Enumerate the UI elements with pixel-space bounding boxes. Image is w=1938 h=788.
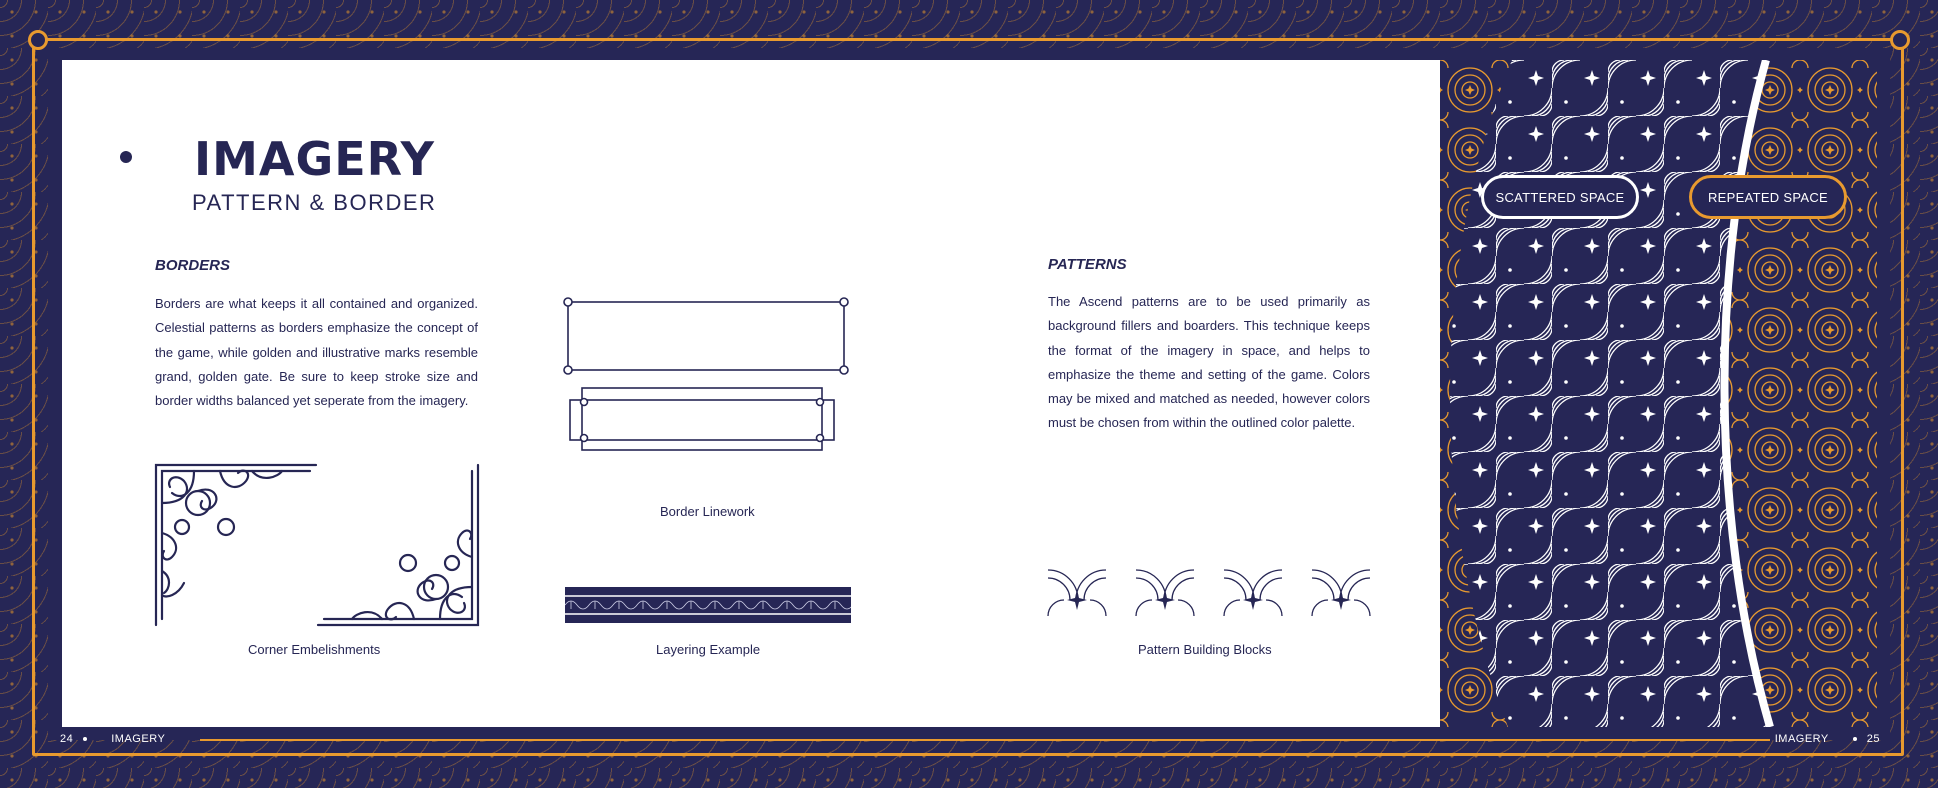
page-footer xyxy=(48,728,1890,752)
crescent-moon-icon xyxy=(98,146,138,168)
footer-left xyxy=(60,733,165,745)
patterns-heading: PATTERNS xyxy=(1048,256,1127,273)
page-subtitle: PATTERN & BORDER xyxy=(192,190,437,215)
corner-caption: Corner Embelishments xyxy=(248,642,381,657)
pattern-showcase xyxy=(1440,60,1877,727)
gold-corner-curl xyxy=(28,30,48,50)
footer-right xyxy=(1775,733,1880,745)
left-page-number: 24 xyxy=(60,733,74,745)
scattered-space-label: SCATTERED SPACE xyxy=(1481,175,1639,219)
building-blocks-caption: Pattern Building Blocks xyxy=(1138,642,1272,657)
borders-paragraph: Borders are what keeps it all contained and organized. Celestial patterns as borders emphasize the concept of the game, while golden and illustrative marks resemble grand, golden gate. Be sure to keep stroke size and border widths balanced yet seperate from the imagery. xyxy=(155,296,478,409)
layering-example-strip xyxy=(565,587,851,623)
right-section-label: IMAGERY xyxy=(1774,733,1829,745)
repeated-space-label: REPEATED SPACE xyxy=(1689,175,1847,219)
filigree-corner-icon xyxy=(154,463,480,627)
right-page-number: 25 xyxy=(1866,733,1880,745)
layering-caption: Layering Example xyxy=(656,642,761,657)
footer-rule xyxy=(200,739,1770,741)
left-section-label: IMAGERY xyxy=(111,733,166,745)
border-linework-sample xyxy=(562,296,852,456)
four-point-star-icon xyxy=(1048,570,1106,616)
four-point-star-icon xyxy=(1224,570,1282,616)
spread-page xyxy=(62,60,1877,727)
gold-corner-curl xyxy=(1890,30,1910,50)
four-point-star-icon xyxy=(1136,570,1194,616)
linework-caption: Border Linework xyxy=(660,504,755,519)
bullet-dot xyxy=(83,737,87,741)
page-title: IMAGERY xyxy=(194,132,435,186)
borders-heading: BORDERS xyxy=(155,257,231,274)
patterns-paragraph: The Ascend patterns are to be used primarily as background fillers and boarders. This technique keeps the format of the imagery in space, and helps to emphasize the theme and setting of the game. Colors may be mixed and matched as needed, however colors must be chosen from within the outlined color palette. xyxy=(1048,294,1370,431)
bullet-dot xyxy=(1853,737,1857,741)
pattern-building-blocks xyxy=(1046,562,1376,622)
four-point-star-icon xyxy=(1312,570,1370,616)
